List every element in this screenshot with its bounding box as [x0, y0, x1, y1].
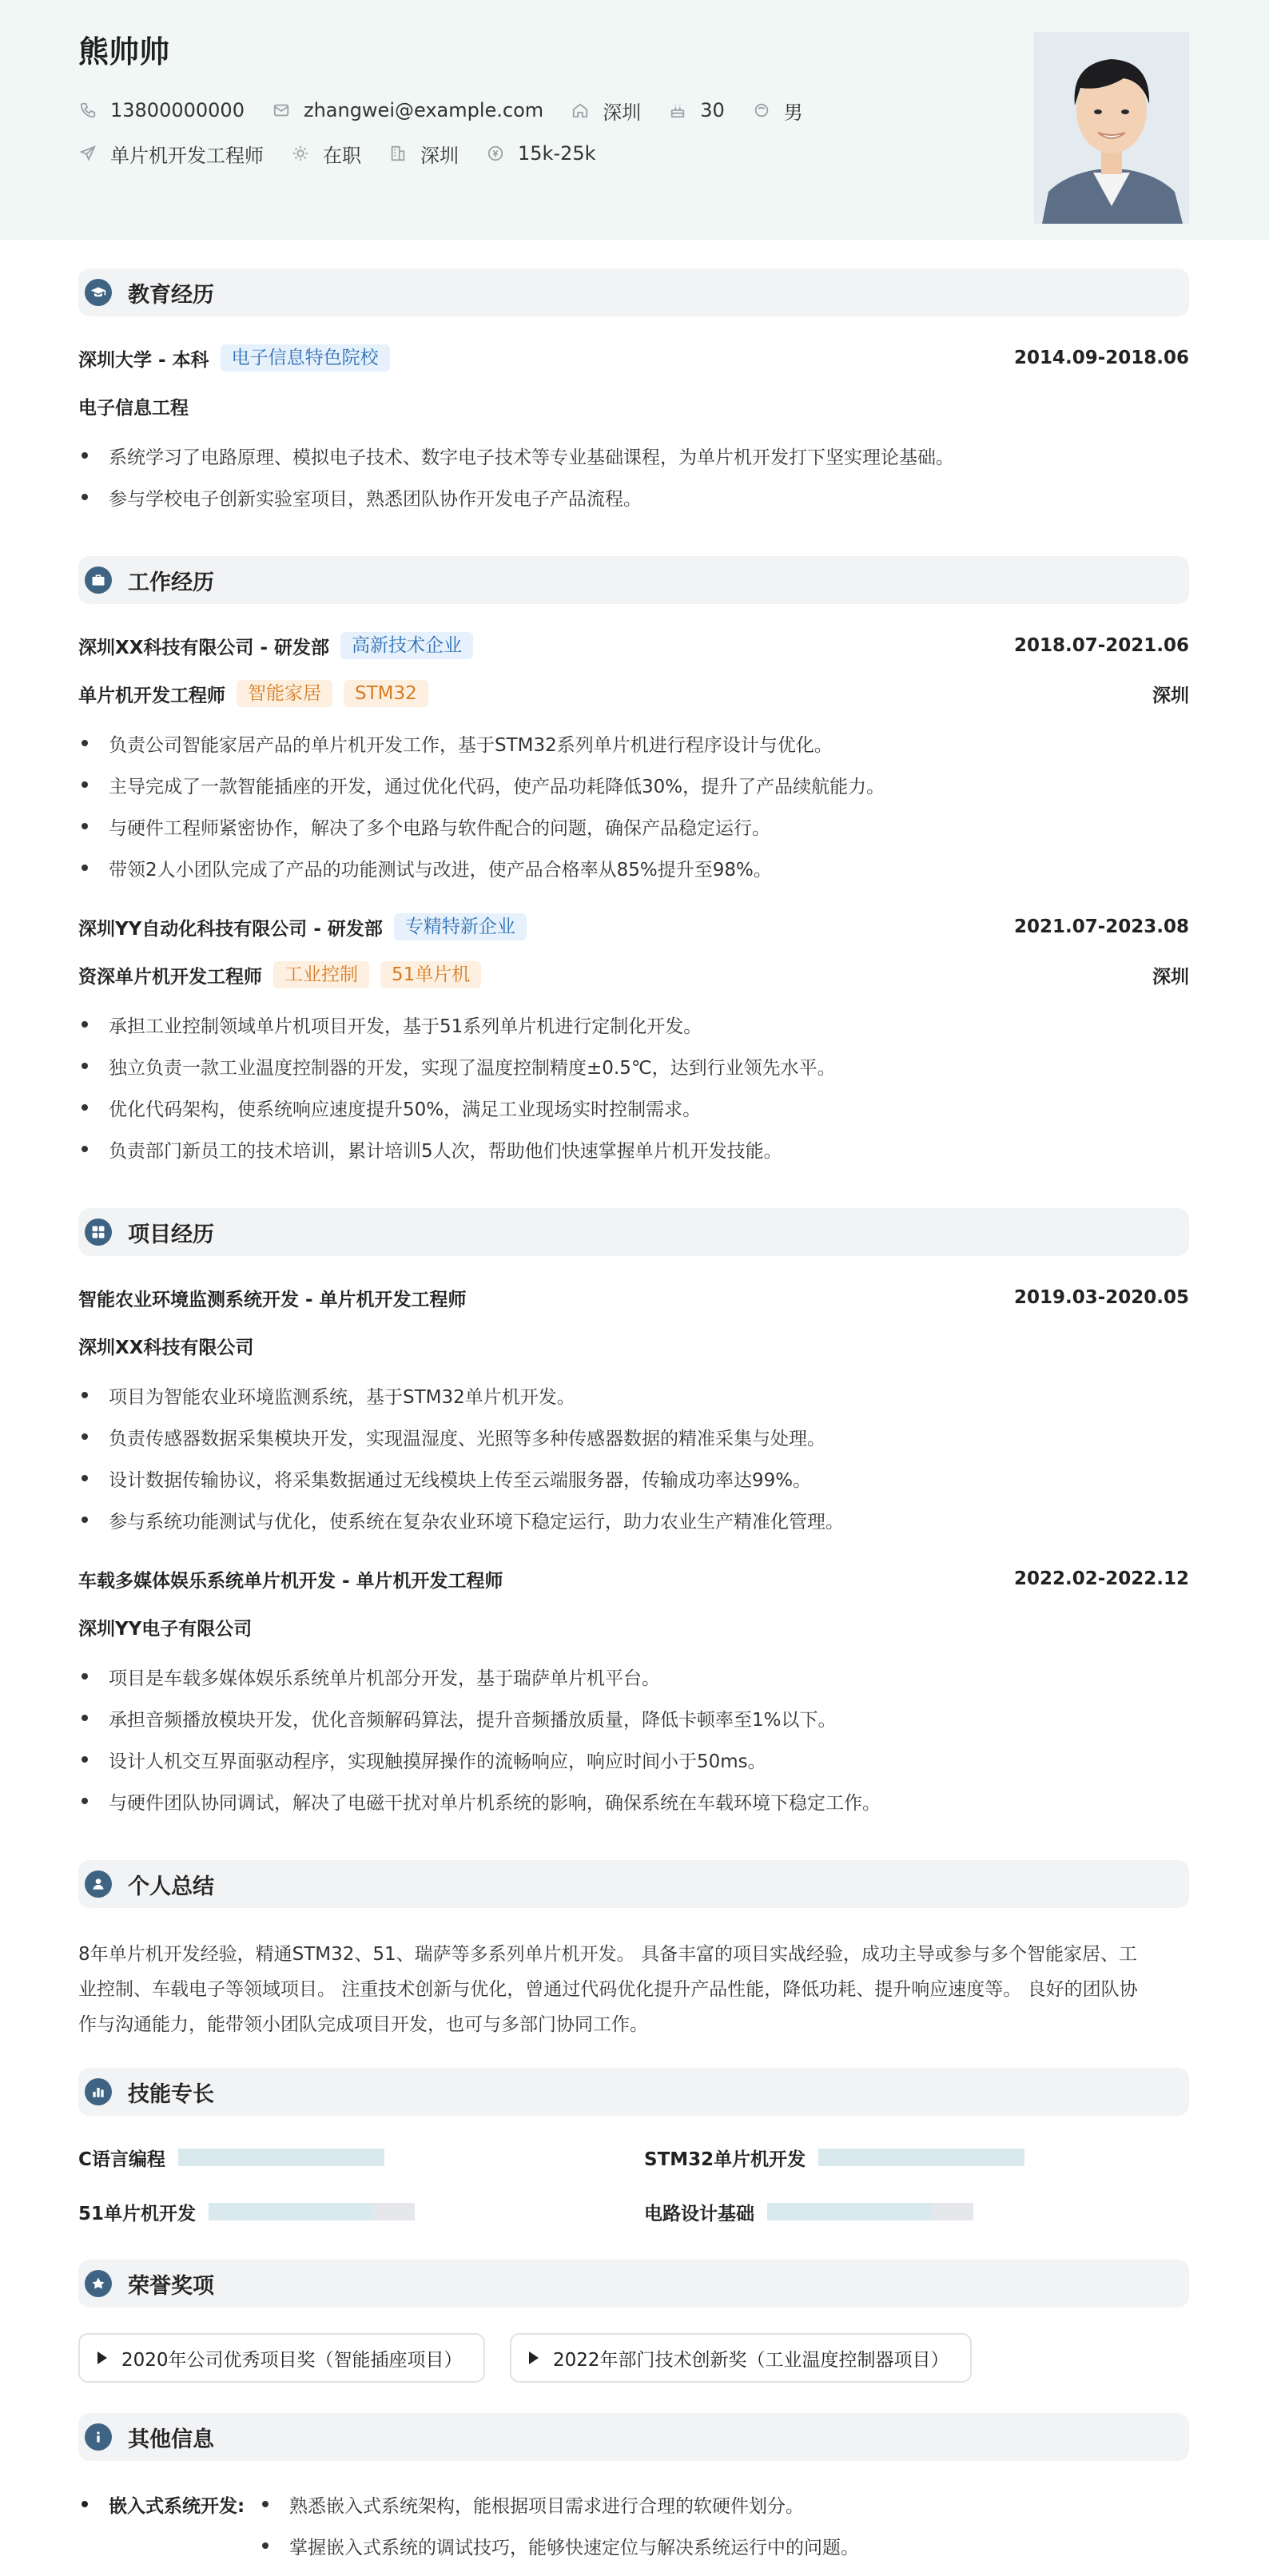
project-title: 车载多媒体娱乐系统单片机开发 - 单片机开发工程师 — [78, 1570, 503, 1592]
play-triangle-icon — [529, 2351, 539, 2364]
skill-bar-fill — [178, 2149, 384, 2166]
summary-text — [78, 1937, 1189, 2042]
project-date: 2019.03-2020.05 — [1013, 1287, 1189, 1308]
role-title: 资深单片机开发工程师 — [78, 966, 262, 988]
other-label: 嵌入式系统开发: — [78, 2488, 245, 2520]
project-company-row — [78, 1330, 1189, 1362]
list-item: 项目是车载多媒体娱乐系统单片机部分开发，基于瑞萨单片机平台。 — [78, 1662, 1189, 1691]
list-item: 优化代码架构，使系统响应速度提升50%，满足工业现场实时控制需求。 — [78, 1093, 1189, 1122]
play-triangle-icon — [97, 2351, 107, 2364]
section-education — [78, 268, 1189, 316]
role-tag: 工业控制 — [273, 961, 369, 988]
status-icon — [291, 144, 310, 163]
intent-status — [291, 140, 361, 168]
contact-city — [571, 97, 641, 125]
work-company-row — [78, 911, 1189, 943]
list-item: 参与学校电子创新实验室项目，熟悉团队协作开发电子产品流程。 — [78, 483, 1189, 511]
contact-phone — [78, 99, 245, 121]
send-icon — [78, 144, 97, 163]
gender-icon — [752, 101, 771, 120]
company-tag: 专精特新企业 — [394, 913, 527, 940]
position-text: 单片机开发工程师 — [110, 144, 264, 167]
work-role-row — [78, 678, 1189, 710]
skill-bar-fill — [767, 2203, 932, 2220]
building-icon — [388, 144, 408, 163]
list-item: 掌握嵌入式系统的调试技巧，能够快速定位与解决系统运行中的问题。 — [262, 2530, 859, 2562]
list-item: 与硬件工程师紧密协作，解决了多个电路与软件配合的问题，确保产品稳定运行。 — [78, 812, 1189, 841]
section-title: 工作经历 — [128, 570, 214, 595]
profile-photo — [1034, 32, 1189, 224]
school-tag: 电子信息特色院校 — [221, 344, 390, 372]
project-company: 深圳XX科技有限公司 — [78, 1337, 254, 1358]
status-text: 在职 — [323, 144, 361, 167]
section-skills — [78, 2068, 1189, 2116]
award-item — [510, 2333, 972, 2383]
project-title-row — [78, 1563, 1189, 1595]
section-title: 其他信息 — [128, 2427, 214, 2452]
contact-row — [78, 94, 830, 126]
phone-icon — [78, 101, 97, 120]
intent-row — [78, 137, 623, 169]
section-summary — [78, 1860, 1189, 1908]
work-city: 深圳 — [1152, 966, 1189, 988]
mail-icon — [272, 101, 291, 120]
list-item: 设计数据传输协议，将采集数据通过无线模块上传至云端服务器，传输成功率达99%。 — [78, 1464, 1189, 1493]
role-tag: 51单片机 — [380, 961, 481, 988]
resume-header — [0, 0, 1269, 240]
section-title: 教育经历 — [128, 282, 214, 308]
summary-line: 作与沟通能力，能带领小团队完成项目开发，也可与多部门协同工作。 — [78, 2014, 648, 2035]
role-title: 单片机开发工程师 — [78, 685, 225, 706]
major-row — [78, 390, 1189, 422]
skill-bar-fill — [818, 2149, 1024, 2166]
section-other — [78, 2413, 1189, 2461]
work-date: 2018.07-2021.06 — [1013, 635, 1189, 656]
section-title: 荣誉奖项 — [128, 2273, 214, 2299]
company-tag: 高新技术企业 — [340, 632, 473, 659]
skill-item — [78, 2196, 415, 2228]
list-item: 设计人机交互界面驱动程序，实现触摸屏操作的流畅响应，响应时间小于50ms。 — [78, 1745, 1189, 1774]
list-item: 承担音频播放模块开发，优化音频解码算法，提升音频播放质量，降低卡顿率至1%以下。 — [78, 1703, 1189, 1732]
skill-bar — [209, 2203, 415, 2220]
work-company-row — [78, 630, 1189, 662]
summary-line: 8年单片机开发经验，精通STM32、51、瑞萨等多系列单片机开发。 具备丰富的项目实战经验，成功主导或参与多个智能家居、工 — [78, 1944, 1137, 1965]
phone-text: 13800000000 — [110, 99, 245, 121]
company-name: 深圳YY自动化科技有限公司 - 研发部 — [78, 918, 383, 940]
list-item: 负责公司智能家居产品的单片机开发工作，基于STM32系列单片机进行程序设计与优化。 — [78, 729, 1189, 757]
contact-email — [272, 99, 543, 121]
education-row — [78, 342, 1189, 374]
section-title: 个人总结 — [128, 1874, 214, 1899]
section-awards — [78, 2260, 1189, 2308]
intent-position — [78, 140, 264, 168]
home-icon — [571, 101, 590, 120]
company-name: 深圳XX科技有限公司 - 研发部 — [78, 637, 330, 658]
skill-item — [644, 2196, 973, 2228]
graduation-cap-icon — [85, 279, 112, 306]
skill-name: 电路设计基础 — [644, 2203, 754, 2224]
project-title: 智能农业环境监测系统开发 - 单片机开发工程师 — [78, 1289, 467, 1310]
email-text: zhangwei@example.com — [303, 99, 544, 121]
gender-text: 男 — [783, 101, 803, 124]
city-text: 深圳 — [603, 101, 642, 124]
project-company-row — [78, 1611, 1189, 1643]
section-title: 项目经历 — [128, 1222, 214, 1247]
skill-name: STM32单片机开发 — [644, 2149, 806, 2170]
section-title: 技能专长 — [128, 2081, 214, 2107]
info-icon — [85, 2423, 112, 2451]
major-name: 电子信息工程 — [78, 397, 189, 419]
contact-gender — [752, 97, 803, 125]
list-item: 项目为智能农业环境监测系统，基于STM32单片机开发。 — [78, 1381, 1189, 1409]
list-item: 负责部门新员工的技术培训，累计培训5人次，帮助他们快速掌握单片机开发技能。 — [78, 1135, 1189, 1163]
education-date: 2014.09-2018.06 — [1013, 348, 1189, 368]
candidate-name: 熊帅帅 — [78, 34, 170, 70]
work-city: 深圳 — [1152, 685, 1189, 706]
project-title-row — [78, 1282, 1189, 1314]
award-item — [78, 2333, 485, 2383]
project-date: 2022.02-2022.12 — [1013, 1568, 1189, 1589]
work-date: 2021.07-2023.08 — [1013, 916, 1189, 937]
award-icon — [85, 2270, 112, 2297]
section-work — [78, 556, 1189, 604]
role-tag: 智能家居 — [237, 680, 332, 707]
section-project — [78, 1208, 1189, 1256]
skill-name: 51单片机开发 — [78, 2203, 197, 2224]
salary-icon — [486, 144, 505, 163]
intent-city-text: 深圳 — [420, 144, 459, 167]
skill-bar — [767, 2203, 973, 2220]
school-name: 深圳大学 - 本科 — [78, 349, 209, 371]
age-icon — [668, 101, 687, 120]
list-item: 带领2人小团队完成了产品的功能测试与改进，使产品合格率从85%提升至98%。 — [78, 853, 1189, 882]
award-text: 2022年部门技术创新奖（工业温度控制器项目） — [553, 2349, 949, 2371]
summary-line: 业控制、车载电子等领域项目。 注重技术创新与优化，曾通过代码优化提升产品性能，降低功耗、提升响应速度等。 良好的团队协 — [78, 1979, 1138, 2000]
list-item: 主导完成了一款智能插座的开发，通过优化代码，使产品功耗降低30%，提升了产品续航能力。 — [78, 770, 1189, 799]
bar-chart-icon — [85, 2078, 112, 2105]
briefcase-icon — [85, 566, 112, 594]
skill-item — [78, 2141, 384, 2173]
list-item: 独立负责一款工业温度控制器的开发，实现了温度控制精度±0.5℃，达到行业领先水平。 — [78, 1051, 1189, 1080]
list-item: 系统学习了电路原理、模拟电子技术、数字电子技术等专业基础课程，为单片机开发打下坚实理论基础。 — [78, 441, 1189, 470]
list-item: 熟悉嵌入式系统架构，能根据项目需求进行合理的软硬件划分。 — [262, 2488, 804, 2520]
list-item: 与硬件团队协同调试，解决了电磁干扰对单片机系统的影响，确保系统在车载环境下稳定工作。 — [78, 1787, 1189, 1815]
skill-name: C语言编程 — [78, 2149, 165, 2170]
work-role-row — [78, 959, 1189, 991]
intent-city — [388, 140, 459, 168]
grid-icon — [85, 1218, 112, 1246]
skill-bar-fill — [209, 2203, 373, 2220]
age-text: 30 — [700, 99, 725, 121]
list-item: 参与系统功能测试与优化，使系统在复杂农业环境下稳定运行，助力农业生产精准化管理。 — [78, 1505, 1189, 1534]
skill-bar — [178, 2149, 384, 2166]
salary-text: 15k-25k — [518, 142, 596, 165]
skill-bar — [818, 2149, 1024, 2166]
list-item: 承担工业控制领域单片机项目开发，基于51系列单片机进行定制化开发。 — [78, 1010, 1189, 1039]
contact-age — [668, 99, 725, 121]
role-tag: STM32 — [344, 680, 428, 707]
award-text: 2020年公司优秀项目奖（智能插座项目） — [121, 2349, 463, 2371]
list-item: 负责传感器数据采集模块开发，实现温湿度、光照等多种传感器数据的精准采集与处理。 — [78, 1422, 1189, 1451]
project-company: 深圳YY电子有限公司 — [78, 1618, 253, 1640]
intent-salary — [486, 142, 596, 165]
skill-item — [644, 2141, 1024, 2173]
user-icon — [85, 1870, 112, 1898]
